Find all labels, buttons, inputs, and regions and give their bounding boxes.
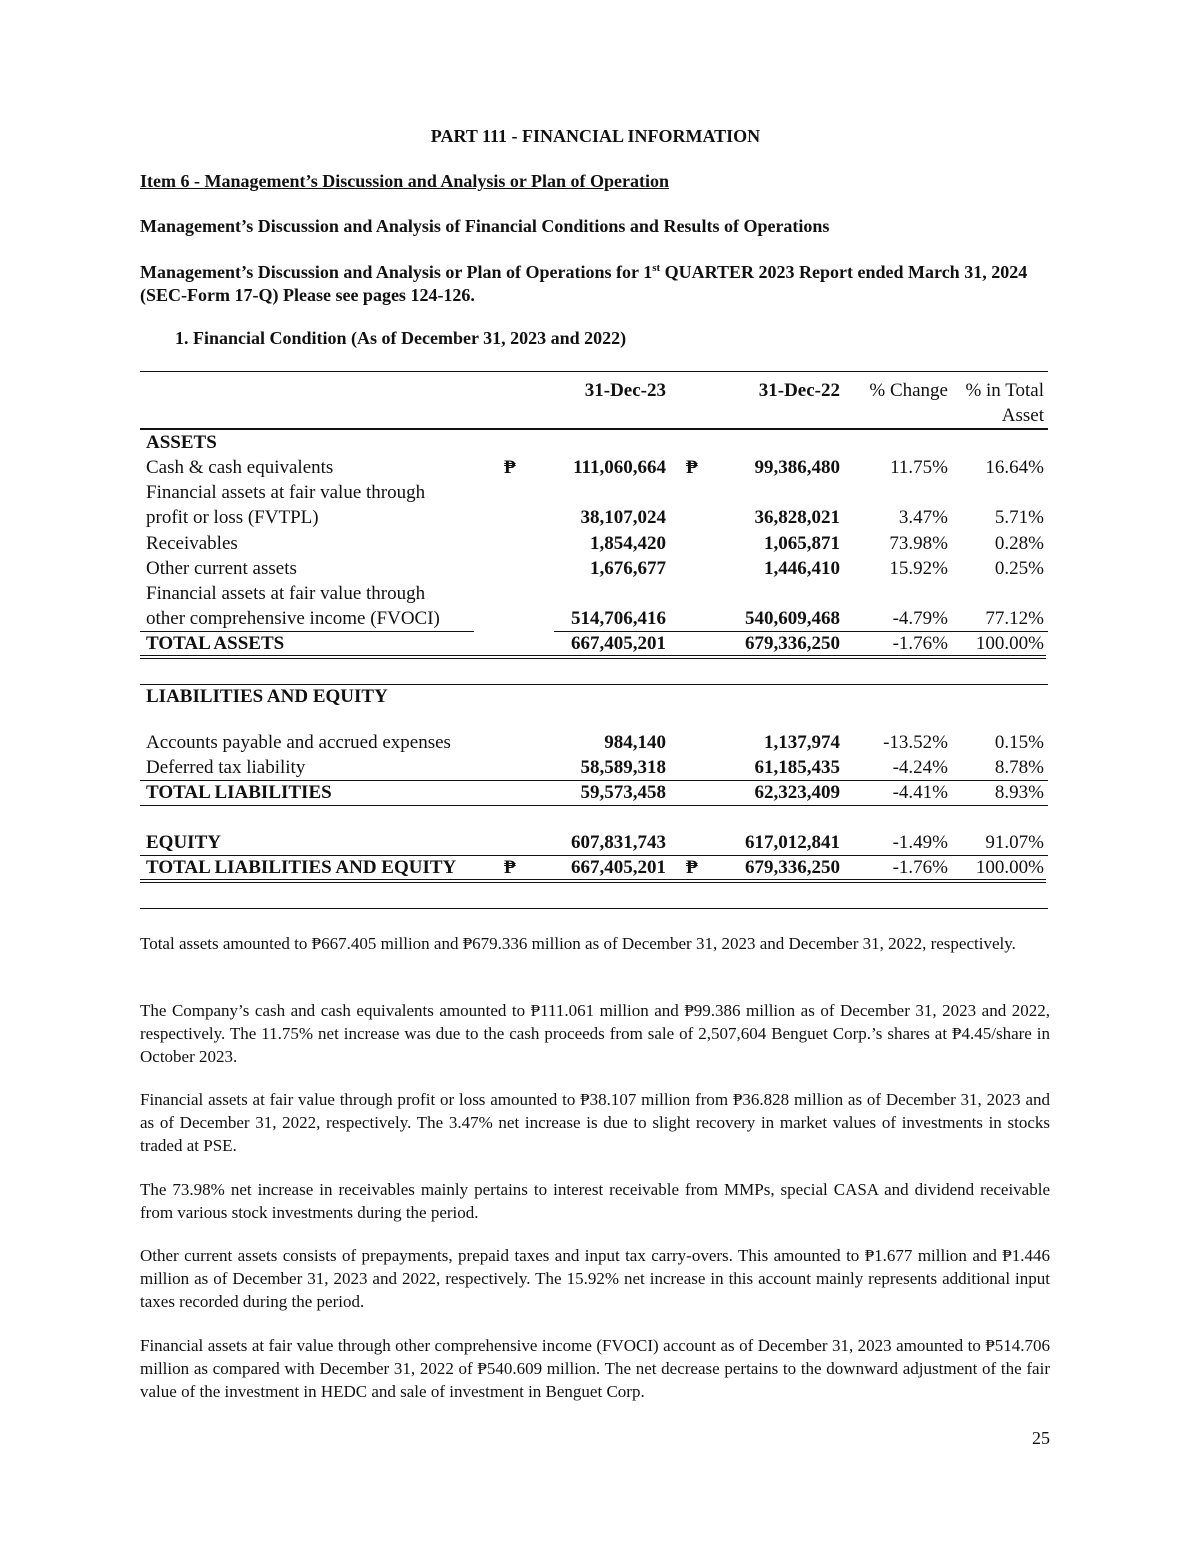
- subtotal-rule: [554, 631, 1048, 632]
- paragraph-cash: The Company’s cash and cash equivalents amounted to ₱111.061 million and ₱99.386 million as of December 31, 2023 and 2022, respectively. The 11.75% net increase was due to the cash proceeds from sale of 2,507,604 Benguet Corp.’s shares at ₱4.45/share in October 2023.: [140, 1001, 1050, 1066]
- cell-2023: 38,107,024: [580, 507, 666, 528]
- cell-2022: 1,446,410: [764, 558, 840, 579]
- peso-sign: ₱: [686, 857, 698, 878]
- item-6-heading: Item 6 - Management’s Discussion and Analysis or Plan of Operation: [140, 171, 670, 191]
- cell-2023: 58,589,318: [580, 757, 666, 778]
- cell-pct-total: 0.15%: [994, 732, 1044, 753]
- page-number: 25: [1032, 1428, 1050, 1448]
- table-top-rule: [140, 371, 1048, 372]
- row-label-fvtpl-line1: Financial assets at fair value through: [146, 482, 426, 503]
- cell-2022: 540,609,468: [745, 608, 840, 629]
- cell-pct-total: 5.71%: [994, 507, 1044, 528]
- row-label-fvoci-line1: Financial assets at fair value through: [146, 583, 426, 604]
- cell-pct-total: 8.93%: [994, 782, 1044, 803]
- paragraph-other-current-assets: Other current assets consists of prepayments, prepaid taxes and input tax carry-overs. This amounted to ₱1.677 million and ₱1.446 million as of December 31, 2023 and 2022, respectively. The 15.92% net increase in this account mainly represents additional input taxes recorded during the period.: [140, 1246, 1050, 1311]
- subtotal-rule: [140, 805, 1048, 806]
- cell-2023: 1,676,677: [590, 558, 666, 579]
- cell-2022: 1,137,974: [764, 732, 840, 753]
- row-label-deferred-tax: Deferred tax liability: [146, 757, 306, 778]
- cell-pct-total: 77.12%: [985, 608, 1044, 629]
- mda-plan-text-b: QUARTER 2023 Report ended March 31, 2024 (SEC-Form 17-Q) Please see pages 124-126.: [140, 262, 1028, 305]
- row-label-fvtpl: profit or loss (FVTPL): [146, 507, 319, 528]
- row-label-equity: EQUITY: [146, 832, 221, 853]
- row-label-total-liabilities-equity: TOTAL LIABILITIES AND EQUITY: [146, 857, 457, 878]
- double-rule: [140, 655, 1046, 659]
- assets-heading: ASSETS: [146, 432, 217, 453]
- cell-2022: 617,012,841: [745, 832, 840, 853]
- mda-plan-heading: [140, 261, 1050, 307]
- cell-2022: 679,336,250: [745, 857, 840, 878]
- subtotal-rule: [140, 855, 1048, 856]
- col-header-2023: 31-Dec-23: [584, 380, 666, 401]
- cell-2023: 1,854,420: [590, 533, 666, 554]
- cell-2022: 61,185,435: [754, 757, 840, 778]
- table-bottom-rule: [140, 908, 1048, 909]
- cell-change: -1.76%: [892, 857, 948, 878]
- mda-title: Management’s Discussion and Analysis of Financial Conditions and Results of Operations: [140, 216, 830, 236]
- row-label-accounts-payable: Accounts payable and accrued expenses: [146, 732, 451, 753]
- mda-plan-text-a: Management’s Discussion and Analysis or Plan of Operations for 1: [140, 262, 653, 282]
- cell-2023: 111,060,664: [573, 457, 666, 478]
- paragraph-fvtpl: Financial assets at fair value through profit or loss amounted to ₱38.107 million from ₱36.828 million as of December 31, 2023 and as of December 31, 2022, respectively. The 3.47% net increase is due to slight recovery in market values of investments in stocks traded at PSE.: [140, 1090, 1050, 1155]
- part-title: PART 111 - FINANCIAL INFORMATION: [430, 126, 761, 146]
- subtotal-rule: [140, 631, 474, 632]
- cell-2022: 36,828,021: [754, 507, 840, 528]
- mda-plan-superscript: st: [652, 262, 661, 274]
- cell-2023: 607,831,743: [571, 832, 666, 853]
- cell-change: -4.24%: [892, 757, 948, 778]
- cell-change: -13.52%: [883, 732, 948, 753]
- cell-pct-total: 0.28%: [994, 533, 1044, 554]
- row-label-total-liabilities: TOTAL LIABILITIES: [146, 782, 332, 803]
- row-label-other-current-assets: Other current assets: [146, 558, 297, 579]
- cell-pct-total: 0.25%: [994, 558, 1044, 579]
- cell-change: 3.47%: [898, 507, 948, 528]
- row-label-cash: Cash & cash equivalents: [146, 457, 334, 478]
- cell-2023: 59,573,458: [580, 782, 666, 803]
- row-label-total-assets: TOTAL ASSETS: [146, 633, 285, 654]
- cell-2023: 667,405,201: [571, 633, 666, 654]
- cell-pct-total: 8.78%: [994, 757, 1044, 778]
- liabilities-equity-heading: LIABILITIES AND EQUITY: [146, 686, 388, 707]
- cell-change: -4.41%: [892, 782, 948, 803]
- row-label-fvoci: other comprehensive income (FVOCI): [146, 608, 440, 629]
- header-rule: [140, 428, 1048, 430]
- cell-2022: 62,323,409: [754, 782, 840, 803]
- cell-change: -1.49%: [892, 832, 948, 853]
- col-header-2022: 31-Dec-22: [758, 380, 840, 401]
- cell-2023: 514,706,416: [571, 608, 666, 629]
- section-heading: 1. Financial Condition (As of December 31, 2023 and 2022): [175, 328, 627, 348]
- col-header-pct-total-2: Asset: [1001, 405, 1044, 426]
- double-rule: [140, 879, 1046, 883]
- subtotal-rule: [140, 780, 1048, 781]
- cell-2022: 679,336,250: [745, 633, 840, 654]
- cell-change: -4.79%: [892, 608, 948, 629]
- row-label-receivables: Receivables: [146, 533, 238, 554]
- col-header-pct-total: % in Total: [965, 380, 1044, 401]
- cell-change: 11.75%: [890, 457, 948, 478]
- paragraph-total-assets: Total assets amounted to ₱667.405 million and ₱679.336 million as of December 31, 2023 and December 31, 2022, respectively.: [140, 934, 1016, 953]
- col-header-change: % Change: [869, 380, 948, 401]
- peso-sign: ₱: [686, 457, 698, 478]
- cell-pct-total: 100.00%: [975, 633, 1044, 654]
- cell-pct-total: 16.64%: [985, 457, 1044, 478]
- cell-pct-total: 100.00%: [975, 857, 1044, 878]
- cell-2023: 984,140: [604, 732, 666, 753]
- cell-pct-total: 91.07%: [985, 832, 1044, 853]
- cell-2022: 1,065,871: [764, 533, 840, 554]
- cell-change: 15.92%: [889, 558, 948, 579]
- paragraph-fvoci: Financial assets at fair value through other comprehensive income (FVOCI) account as of December 31, 2023 amounted to ₱514.706 million as compared with December 31, 2022 of ₱540.609 million. The net decrease pertains to the downward adjustment of the fair value of the investment in HEDC and sale of investment in Benguet Corp.: [140, 1336, 1050, 1401]
- cell-change: -1.76%: [892, 633, 948, 654]
- peso-sign: ₱: [504, 457, 516, 478]
- section-rule: [140, 684, 1048, 685]
- cell-2022: 99,386,480: [754, 457, 840, 478]
- paragraph-receivables: The 73.98% net increase in receivables mainly pertains to interest receivable from MMPs, special CASA and dividend receivable from various stock investments during the period.: [140, 1180, 1050, 1222]
- cell-2023: 667,405,201: [571, 857, 666, 878]
- cell-change: 73.98%: [889, 533, 948, 554]
- peso-sign: ₱: [504, 857, 516, 878]
